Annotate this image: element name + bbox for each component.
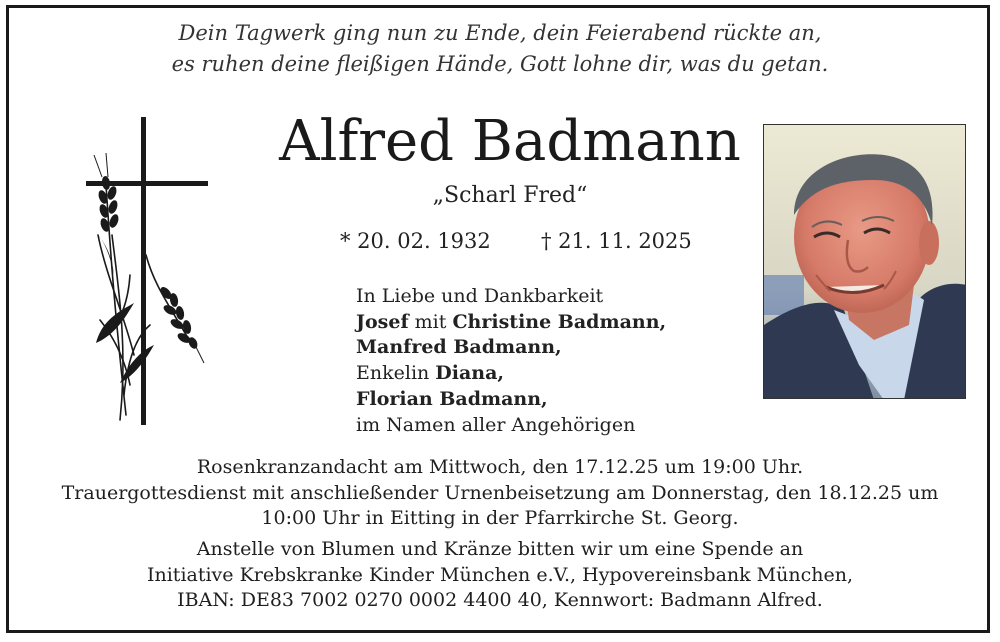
mourner-line-florian bbox=[356, 387, 716, 413]
birth-date: * 20. 02. 1932 bbox=[340, 229, 491, 253]
cross-with-wheat-icon bbox=[84, 115, 210, 427]
service-line-1: Rosenkranzandacht am Mittwoch, den 17.12.25 um 19:00 Uhr. bbox=[196, 456, 804, 478]
mourner-line-diana bbox=[356, 361, 716, 387]
mourner-josef: Josef bbox=[356, 310, 409, 333]
mourner-line-josef bbox=[356, 310, 716, 336]
mourner-florian: Florian Badmann, bbox=[356, 387, 548, 410]
service-info bbox=[0, 455, 1000, 532]
service-line-2: Trauergottesdienst mit anschließender Urnenbeisetzung am Donnerstag, den 18.12.25 um bbox=[61, 481, 939, 504]
motto-line-2: es ruhen deine fleißigen Hände, Gott lohne dir, was du getan. bbox=[171, 52, 829, 76]
deceased-nickname: „Scharl Fred“ bbox=[432, 183, 588, 208]
mourners-closing: im Namen aller Angehörigen bbox=[356, 413, 636, 436]
mourner-manfred: Manfred Badmann, bbox=[356, 336, 562, 359]
mourners-intro: In Liebe und Dankbarkeit bbox=[356, 285, 604, 307]
mourners-block bbox=[356, 284, 716, 438]
mourner-christine: Christine Badmann, bbox=[452, 310, 667, 333]
mourner-conjunction: mit bbox=[408, 310, 453, 333]
portrait-photo bbox=[763, 124, 966, 399]
donation-line-1: Anstelle von Blumen und Kränze bitten wir um eine Spende an bbox=[196, 538, 804, 560]
death-date: † 21. 11. 2025 bbox=[541, 229, 692, 253]
mourner-line-manfred bbox=[356, 335, 716, 361]
donation-line-3: IBAN: DE83 7002 0270 0002 4400 40, Kennwort: Badmann Alfred. bbox=[177, 589, 823, 611]
deceased-name: Alfred Badmann bbox=[279, 109, 741, 174]
service-line-3: 10:00 Uhr in Eitting in der Pfarrkirche St. Georg. bbox=[261, 507, 739, 529]
mourner-diana: Diana, bbox=[435, 362, 505, 385]
donation-line-2: Initiative Krebskranke Kinder München e.V., Hypovereinsbank München, bbox=[146, 563, 854, 586]
mourner-enkelin-label: Enkelin bbox=[356, 362, 436, 385]
donation-info bbox=[0, 537, 1000, 614]
motto-line-1: Dein Tagwerk ging nun zu Ende, dein Feierabend rückte an, bbox=[178, 21, 822, 45]
